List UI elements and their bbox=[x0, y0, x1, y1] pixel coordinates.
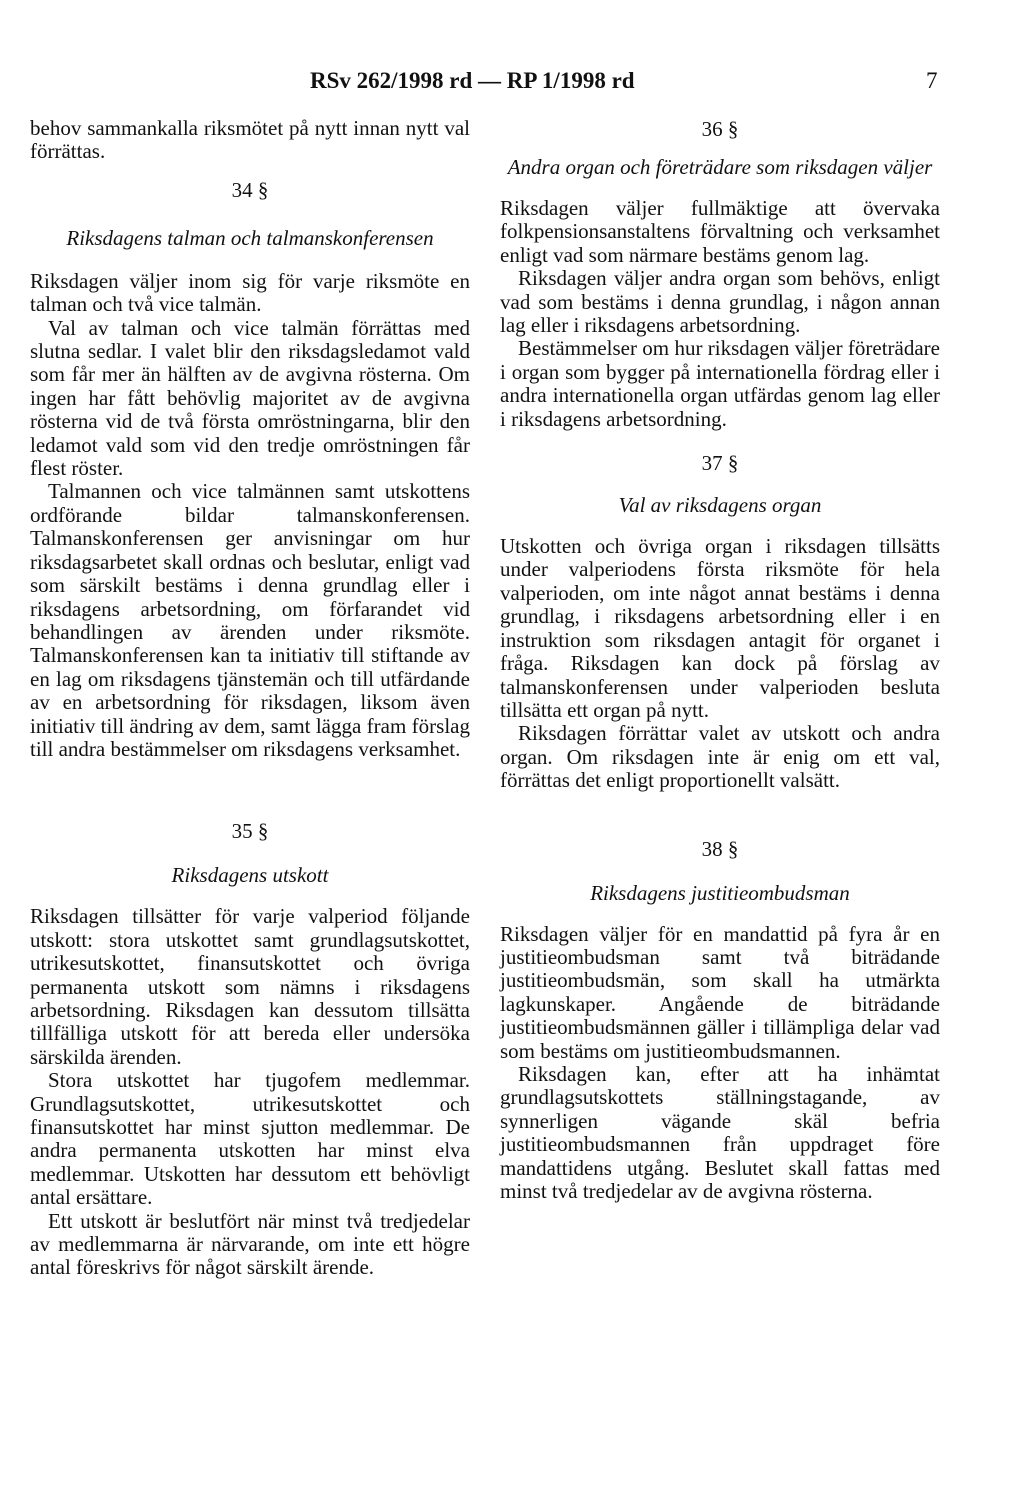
section-35-paragraph: Ett utskott är beslutfört när minst två tredjedelar av medlemmarna är närvarande, om inte ett högre antal föreskrivs för något särskilt ärende. bbox=[30, 1208, 470, 1280]
section-34-number: 34 § bbox=[231, 177, 269, 202]
continuation-text: behov sammankalla riksmötet på nytt innan nytt val förrättas. bbox=[30, 116, 470, 164]
section-36-title: Andra organ och företrädare som riksdagen väljer bbox=[507, 155, 933, 179]
section-36-paragraph: Riksdagen väljer andra organ som behövs, enligt vad som bestäms i denna grundlag, i någon annan lag eller i riksdagens arbetsordning. bbox=[500, 266, 940, 338]
section-34-paragraph: Riksdagen väljer inom sig för varje riksmöte en talman och två vice talmän. bbox=[30, 268, 470, 317]
page-number: 7 bbox=[926, 68, 938, 93]
section-34-paragraph: Val av talman och vice talmän förrättas med slutna sedlar. I valet blir den riksdagsledamot vald som får mer än hälften av de avgivna rösterna. Om ingen har fått behövlig majoritet av de avgivna rösterna vid de två första omröstningarna, blir den ledamot vald som vid den tredje omröstningen får flest röster. bbox=[30, 315, 470, 481]
section-34-paragraph: Talmannen och vice talmännen samt utskottens ordförande bildar talmanskonferensen. Talmanskonferensen ger anvisningar om hur riksdagsarbetet skall ordnas och beslutar, enligt vad som särskilt bestäms i denna grundlag eller i riksdagens arbetsordning, om förfarandet vid behandlingen av ärenden under riksmöte. Talmanskonferensen kan ta initiativ till stiftande av en lag om riksdagens tjänstemän och till utfärdande av en arbetsordning för riksdagen, liksom även initiativ till ändring av dem, samt lägga fram förslag till andra bestämmelser om riksdagens verksamhet. bbox=[30, 479, 470, 761]
section-36-number: 36 § bbox=[701, 117, 739, 141]
section-38-number: 38 § bbox=[701, 836, 739, 861]
section-37-number: 37 § bbox=[701, 451, 739, 476]
section-38-paragraph: Riksdagen kan, efter att ha inhämtat grundlagsutskottets ställningstagande, av synnerligen vägande skäl befria justitieombudsmannen från uppdraget före mandattidens utgång. Beslutet skall fattas med minst två tredjedelar av de avgivna rösterna. bbox=[500, 1061, 940, 1203]
section-36-paragraph: Bestämmelser om hur riksdagen väljer företrädare i organ som bygger på internationella fördrag eller i andra internationella organ utfärdas genom lag eller i riksdagens arbetsordning. bbox=[500, 336, 940, 431]
section-37-title: Val av riksdagens organ bbox=[618, 493, 822, 518]
running-title: RSv 262/1998 rd — RP 1/1998 rd bbox=[310, 68, 635, 93]
section-38-title: Riksdagens justitieombudsman bbox=[590, 880, 850, 905]
section-35-paragraph: Stora utskottet har tjugofem medlemmar. Grundlagsutskottet, utrikesutskottet och finansutskottet har minst sjutton medlemmar. De andra permanenta utskotten har minst elva medlemmar. Utskotten har dessutom ett behövligt antal ersättare. bbox=[30, 1068, 470, 1210]
section-38-paragraph: Riksdagen väljer för en mandattid på fyra år en justitieombudsman samt två biträdande justitieombudsmän, som skall ha utmärkta lagkunskaper. Angående de biträdande justitieombudsmännen gäller i tillämpliga delar vad som bestäms om justitieombudsmannen. bbox=[500, 921, 940, 1063]
section-35-number: 35 § bbox=[231, 819, 269, 844]
section-36-paragraph: Riksdagen väljer fullmäktige att övervaka folkpensionsanstaltens förvaltning och verksamhet enligt vad som närmare bestäms genom lag. bbox=[500, 196, 940, 267]
left-column bbox=[30, 117, 470, 1280]
page-header bbox=[0, 68, 1024, 108]
section-34-title: Riksdagens talman och talmanskonferensen bbox=[66, 225, 434, 250]
section-37-paragraph: Utskotten och övriga organ i riksdagen tillsätts under valperiodens första riksmöte för hela valperioden, om inte något annat bestäms i denna grundlag, i riksdagens arbetsordning eller i en instruktion som riksdagen antagit för organet i fråga. Riksdagen kan dock på förslag av talmanskonferensen under valperioden besluta tillsätta ett organ på nytt. bbox=[500, 534, 940, 722]
right-column bbox=[500, 117, 940, 1203]
section-35-paragraph: Riksdagen tillsätter för varje valperiod följande utskott: stora utskottet samt grundlagsutskottet, utrikesutskottet, finansutskottet och övriga permanenta utskott som nämns i riksdagens arbetsordning. Riksdagen kan dessutom tillsätta tillfälliga utskott för att bereda eller undersöka särskilda ärenden. bbox=[30, 904, 470, 1069]
section-35-title: Riksdagens utskott bbox=[171, 863, 329, 888]
section-37-paragraph: Riksdagen förrättar valet av utskott och andra organ. Om riksdagen inte är enig om ett val, förrättas det enligt proportionellt valsätt. bbox=[500, 721, 940, 793]
